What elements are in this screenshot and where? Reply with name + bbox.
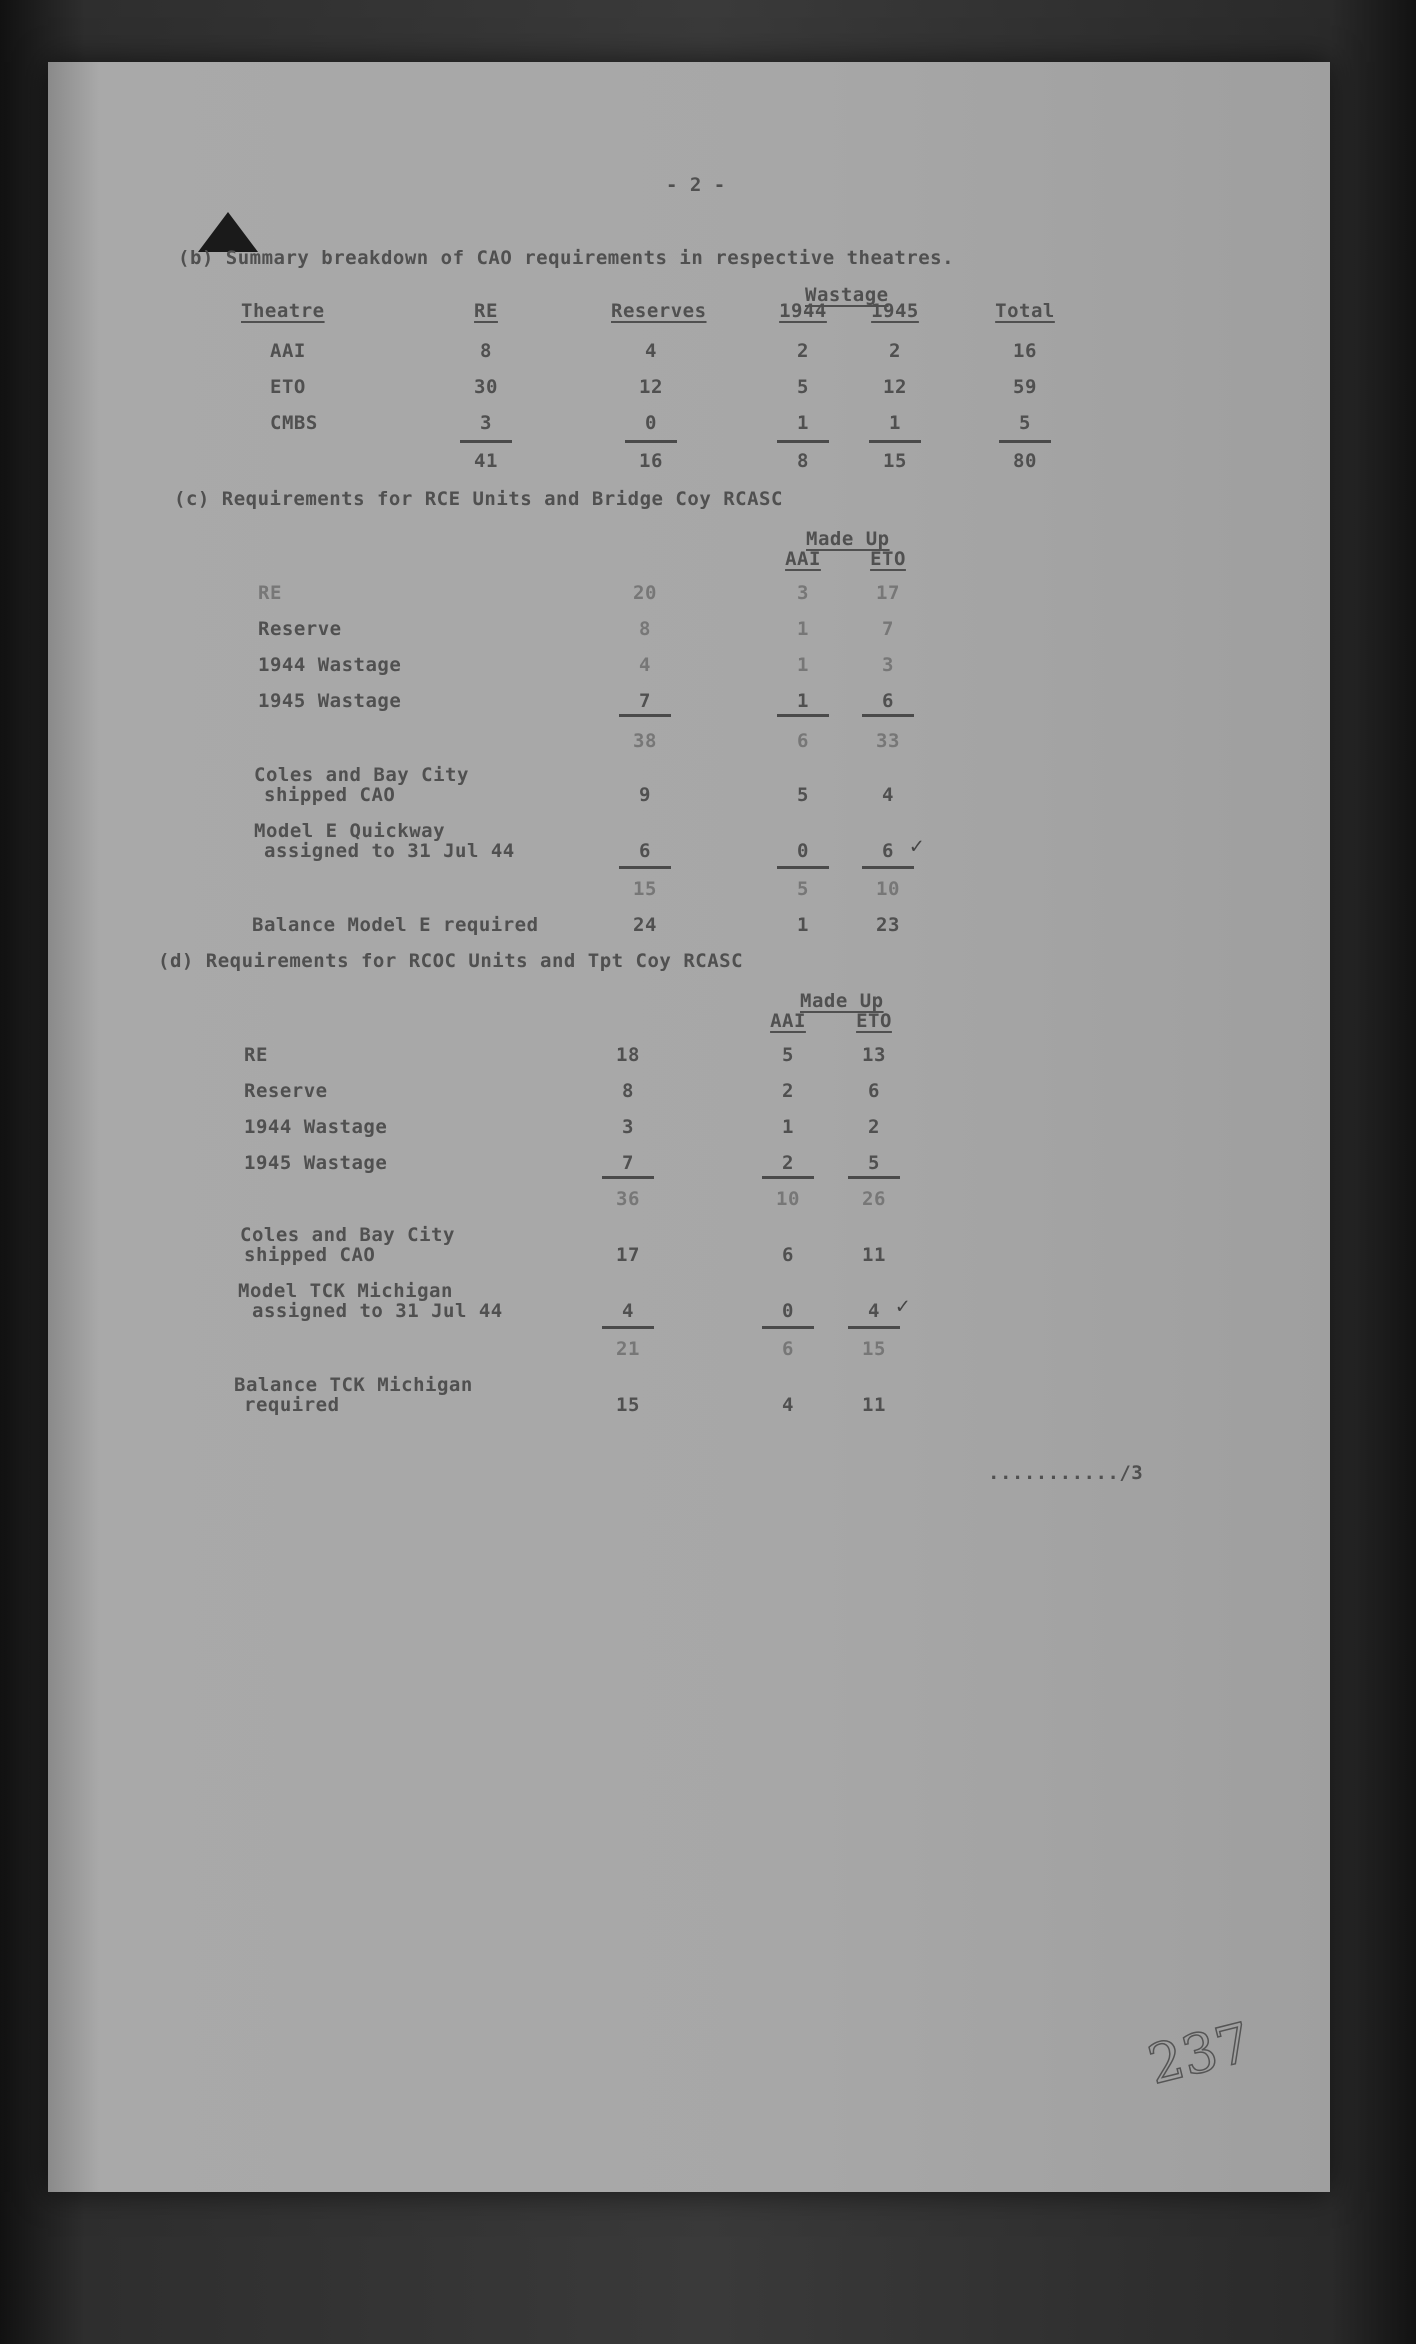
row-label: assigned to 31 Jul 44: [252, 1300, 503, 1322]
subtotal-cell: 26: [862, 1188, 886, 1210]
col-1945-header: 1945: [871, 300, 919, 322]
sum-rule: [619, 866, 671, 869]
table-cell: 0: [645, 412, 657, 434]
table-cell: 7: [882, 618, 894, 640]
row-label: Reserve: [258, 618, 342, 640]
table-cell: 4: [622, 1300, 634, 1322]
table-cell: 17: [616, 1244, 640, 1266]
row-label: Model TCK Michigan: [238, 1280, 453, 1302]
row-label: RE: [244, 1044, 268, 1066]
sum-rule: [602, 1326, 654, 1329]
row-label: shipped CAO: [244, 1244, 376, 1266]
col-eto-header: ETO: [856, 1010, 892, 1032]
table-cell: 2: [889, 340, 901, 362]
table-cell: 2: [797, 340, 809, 362]
table-cell: 7: [622, 1152, 634, 1174]
table-cell: 1: [797, 654, 809, 676]
table-cell: 5: [797, 376, 809, 398]
balance-cell: 23: [876, 914, 900, 936]
balance-cell: 24: [633, 914, 657, 936]
row-label: 1944 Wastage: [244, 1116, 388, 1138]
ink-blot: [198, 212, 258, 252]
table-cell: 2: [782, 1080, 794, 1102]
table-cell: 7: [639, 690, 651, 712]
table-cell: 2: [868, 1116, 880, 1138]
check-mark: ✓: [896, 1294, 910, 1319]
row-label: Reserve: [244, 1080, 328, 1102]
col-theatre-header: Theatre: [241, 300, 325, 322]
table-cell: 4: [645, 340, 657, 362]
row-label: assigned to 31 Jul 44: [264, 840, 515, 862]
table-cell: 9: [639, 784, 651, 806]
row-label: shipped CAO: [264, 784, 396, 806]
subtotal-cell: 6: [797, 730, 809, 752]
table-cell: 1: [797, 412, 809, 434]
table-cell: 20: [633, 582, 657, 604]
subtotal-cell: 10: [776, 1188, 800, 1210]
subtotal-cell: 15: [633, 878, 657, 900]
table-cell: 3: [882, 654, 894, 676]
balance-cell: 4: [782, 1394, 794, 1416]
balance-label: Balance TCK Michigan: [234, 1374, 473, 1396]
sum-rule: [862, 866, 914, 869]
subtotal-cell: 33: [876, 730, 900, 752]
table-cell: 13: [862, 1044, 886, 1066]
table-cell: 2: [782, 1152, 794, 1174]
sum-rule: [625, 440, 677, 443]
sum-rule: [777, 714, 829, 717]
table-cell: 6: [868, 1080, 880, 1102]
handwritten-note: [1138, 2012, 1278, 2092]
table-cell: 17: [876, 582, 900, 604]
sum-rule: [862, 714, 914, 717]
table-cell: 1: [889, 412, 901, 434]
subtotal-cell: 36: [616, 1188, 640, 1210]
table-cell: 1: [782, 1116, 794, 1138]
row-label: Coles and Bay City: [240, 1224, 455, 1246]
table-cell: 6: [782, 1244, 794, 1266]
sum-rule: [602, 1176, 654, 1179]
total-cell: 8: [797, 450, 809, 472]
section-c-title: (c) Requirements for RCE Units and Bridge Coy RCASC: [174, 488, 783, 510]
balance-cell: 1: [797, 914, 809, 936]
table-cell: 12: [883, 376, 907, 398]
row-label: 1944 Wastage: [258, 654, 402, 676]
table-cell: 4: [882, 784, 894, 806]
table-cell: 5: [797, 784, 809, 806]
table-row-theatre: ETO: [270, 376, 306, 398]
table-cell: 6: [882, 840, 894, 862]
table-cell: 3: [797, 582, 809, 604]
sum-rule: [762, 1176, 814, 1179]
table-cell: 8: [639, 618, 651, 640]
table-cell: 0: [797, 840, 809, 862]
col-eto-header: ETO: [870, 548, 906, 570]
balance-label: required: [244, 1394, 340, 1416]
subtotal-cell: 38: [633, 730, 657, 752]
total-cell: 15: [883, 450, 907, 472]
table-cell: 4: [639, 654, 651, 676]
page-number: - 2 -: [666, 174, 726, 196]
table-cell: 6: [882, 690, 894, 712]
document-page: [48, 62, 1330, 2192]
col-total-header: Total: [995, 300, 1055, 322]
section-d-title: (d) Requirements for RCOC Units and Tpt Coy RCASC: [158, 950, 744, 972]
sum-rule: [762, 1326, 814, 1329]
subtotal-cell: 15: [862, 1338, 886, 1360]
table-cell: 1: [797, 618, 809, 640]
total-cell: 41: [474, 450, 498, 472]
balance-cell: 11: [862, 1394, 886, 1416]
balance-cell: 15: [616, 1394, 640, 1416]
total-cell: 16: [639, 450, 663, 472]
subtotal-cell: 10: [876, 878, 900, 900]
table-cell: 18: [616, 1044, 640, 1066]
table-cell: 16: [1013, 340, 1037, 362]
col-aai-header: AAI: [785, 548, 821, 570]
col-reserves-header: Reserves: [611, 300, 707, 322]
table-cell: 59: [1013, 376, 1037, 398]
table-cell: 0: [782, 1300, 794, 1322]
table-cell: 3: [622, 1116, 634, 1138]
svg-text:237: 237: [1142, 2012, 1258, 2092]
table-cell: 6: [639, 840, 651, 862]
section-b-title: (b) Summary breakdown of CAO requirements in respective theatres.: [178, 247, 955, 269]
table-cell: 8: [622, 1080, 634, 1102]
sum-rule: [999, 440, 1051, 443]
wastage-group-header: Wastage: [805, 284, 889, 306]
col-re-header: RE: [474, 300, 498, 322]
table-cell: 30: [474, 376, 498, 398]
sum-rule: [619, 714, 671, 717]
table-cell: 11: [862, 1244, 886, 1266]
check-mark: ✓: [910, 834, 924, 859]
table-cell: 1: [797, 690, 809, 712]
subtotal-cell: 21: [616, 1338, 640, 1360]
balance-label: Balance Model E required: [252, 914, 539, 936]
row-label: RE: [258, 582, 282, 604]
row-label: 1945 Wastage: [244, 1152, 388, 1174]
table-cell: 5: [782, 1044, 794, 1066]
sum-rule: [777, 440, 829, 443]
row-label: Coles and Bay City: [254, 764, 469, 786]
made-up-header: Made Up: [800, 990, 884, 1012]
table-cell: 4: [868, 1300, 880, 1322]
table-cell: 5: [1019, 412, 1031, 434]
col-1944-header: 1944: [779, 300, 827, 322]
continuation-footer: .........../3: [988, 1462, 1144, 1484]
made-up-header: Made Up: [806, 528, 890, 550]
table-cell: 5: [868, 1152, 880, 1174]
table-cell: 12: [639, 376, 663, 398]
total-cell: 80: [1013, 450, 1037, 472]
col-aai-header: AAI: [770, 1010, 806, 1032]
sum-rule: [848, 1176, 900, 1179]
table-row-theatre: AAI: [270, 340, 306, 362]
subtotal-cell: 6: [782, 1338, 794, 1360]
table-row-theatre: CMBS: [270, 412, 318, 434]
row-label: Model E Quickway: [254, 820, 446, 842]
sum-rule: [460, 440, 512, 443]
subtotal-cell: 5: [797, 878, 809, 900]
sum-rule: [869, 440, 921, 443]
table-cell: 8: [480, 340, 492, 362]
sum-rule: [848, 1326, 900, 1329]
table-cell: 3: [480, 412, 492, 434]
sum-rule: [777, 866, 829, 869]
row-label: 1945 Wastage: [258, 690, 402, 712]
